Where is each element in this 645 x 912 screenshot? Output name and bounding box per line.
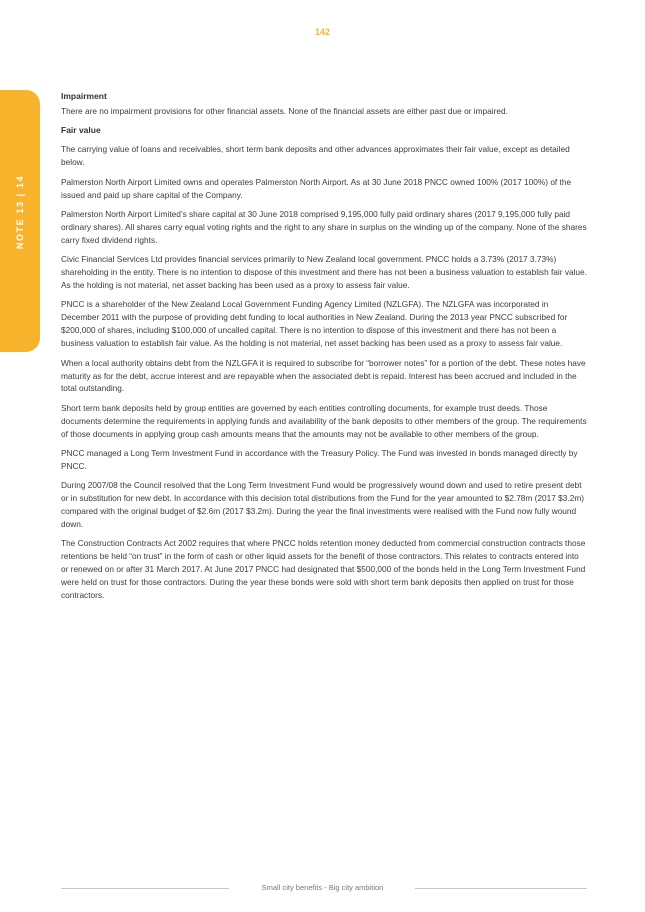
paragraph-construction-contracts: The Construction Contracts Act 2002 requires that where PNCC holds retention money deducted from commercial construction contracts those retentions be held “on trust” in the form of cash or other liquid assets for the benefit of those contractors. This relates to contracts entered into or renewed on or after 31 March 2017. At June 2017 PNCC had designated that $500,000 of the bonds held in the Long Term Investment Fund were held on trust for those contractors. During the year these bonds were sold with short term bank deposits then applied on trust for those contractors. [61,538,586,601]
paragraph-nzlgfa: PNCC is a shareholder of the New Zealand Local Government Funding Agency Limited (NZLGFA). The NZLGFA was incorporated in December 2011 with the purpose of providing debt funding to local authorities in New Zealand. During the 2013 year PNCC subscribed for $200,000 of shares, including $100,000 of uncalled capital. There is no intention to dispose of this investment and there has not been a business valuation to establish fair value. As the holding is not material, net asset backing has been used as a proxy to assess fair value. [61,299,568,349]
heading-impairment: Impairment [61,91,107,101]
paragraph-airport-ownership: Palmerston North Airport Limited owns and operates Palmerston North Airport. As at 30 June 2018 PNCC owned 100% (2017 100%) of the issued and paid up share capital of the Company. [61,176,572,200]
paragraph-borrower-notes: When a local authority obtains debt from the NZLGFA it is required to subscribe for “borrower notes” for a portion of the debt. These notes have maturity as for the debt, accrue interest and are repayable when the associated debt is repaid. Interest has been accrued and included in the total outstanding. [61,357,586,394]
paragraph-investment-fund: PNCC managed a Long Term Investment Fund in accordance with the Treasury Policy. The Fund was invested in bonds managed directly by PNCC. [61,448,578,471]
paragraph-airport-share-capital: Palmerston North Airport Limited’s share capital at 30 June 2018 comprised 9,195,000 fully paid ordinary shares (2017 9,195,000 fully paid ordinary shares). All shares carry equal voting rights and the right to any share in surplus on the winding up of the company. None of the shares carry fixed dividend rights. [61,209,587,245]
paragraph-short-term-deposits: Short term bank deposits held by group entities are governed by each entities controlling documents, for example trust deeds. Those documents determine the requirements in applying funds and availability of the bank deposits to other members of the group. The requirements of those documents in applying group cash amounts means that the amounts may not be available to other members of the group. [61,402,587,439]
paragraph-carrying-value: The carrying value of loans and receivables, short term bank deposits and other advances approximates their fair value, except as detailed below. [61,144,570,168]
paragraph-impairment: There are no impairment provisions for other financial assets. None of the financial assets are either past due or impaired. [61,106,508,116]
footer-tagline: Small city benefits - Big city ambition [261,883,384,892]
document-body [61,90,588,609]
page-number: 142 [314,27,331,37]
heading-fair-value: Fair value [61,125,101,136]
paragraph-fund-wind-down: During 2007/08 the Council resolved that the Long Term Investment Fund would be progressively wound down and used to retire present debt or in substitution for new debt. In accordance with this decision total distributions from the Fund for the year amounted to $2.78m (2017 $3.2m) compared with the original budget of $2.6m (2017 $3.2m). During the year the final investments were realised with the Fund now fully wound down. [61,480,584,530]
side-tab-label: NOTE 13 | 14 [15,174,25,250]
paragraph-civic-financial: Civic Financial Services Ltd provides financial services primarily to New Zealand local government. PNCC holds a 3.73% (2017 3.73%) shareholding in the entity. There is no intention to dispose of this investment and there has not been a business valuation to establish fair value. As the holding is not material, net asset backing has been used as a proxy to assess fair value. [61,254,587,291]
footer-divider-right [415,888,587,889]
